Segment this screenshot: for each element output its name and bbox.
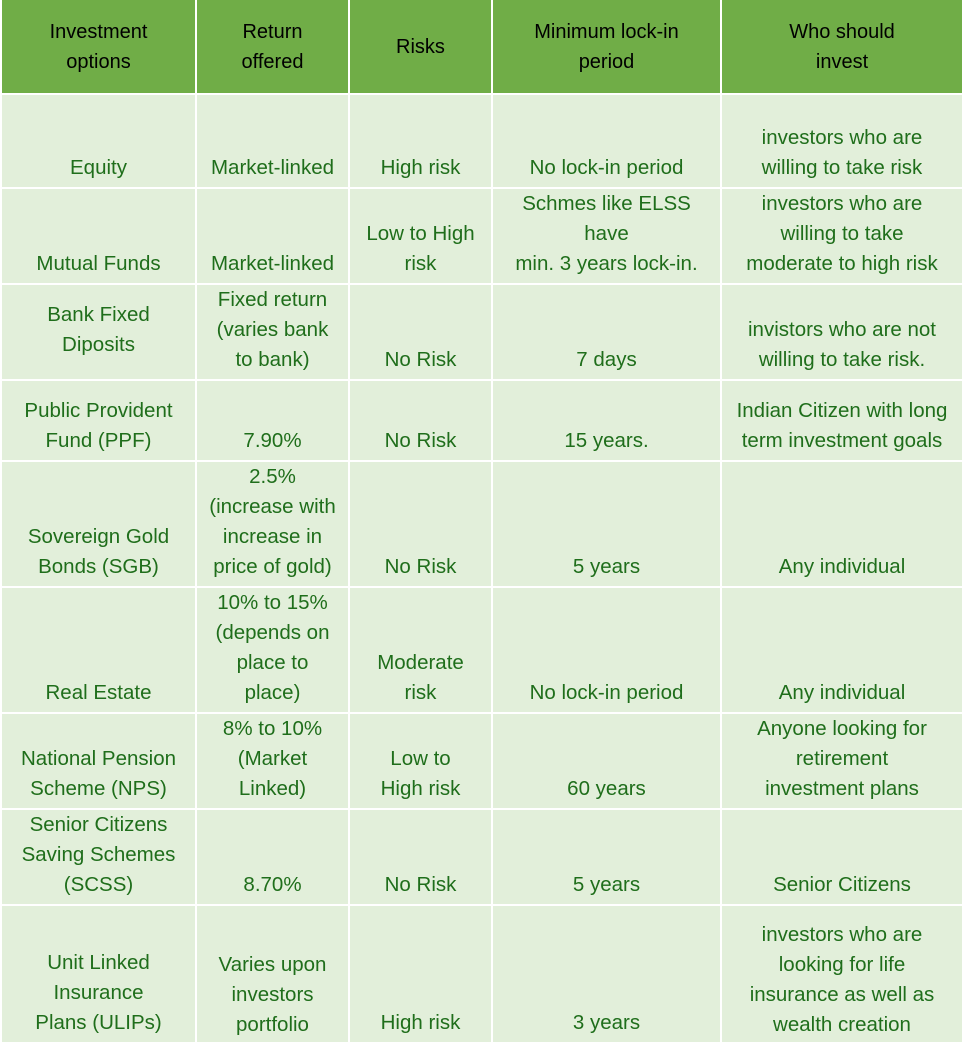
table-row	[1, 284, 962, 380]
table-header	[1, 0, 962, 94]
cell-option: Unit Linked Insurance Plans (ULIPs)	[1, 905, 196, 1043]
cell-who: invistors who are not willing to take risk.	[721, 284, 962, 380]
cell-risk: No Risk	[349, 809, 492, 905]
cell-lockin: 3 years	[492, 905, 721, 1043]
cell-option: Senior Citizens Saving Schemes (SCSS)	[1, 809, 196, 905]
table-row	[1, 587, 962, 713]
table-row	[1, 809, 962, 905]
cell-option: Public Provident Fund (PPF)	[1, 380, 196, 461]
cell-return: Market-linked	[196, 188, 349, 284]
cell-option: Bank Fixed Diposits	[1, 284, 196, 380]
column-header-return-offered: Return offered	[196, 0, 349, 94]
cell-lockin: 15 years.	[492, 380, 721, 461]
cell-return: 2.5% (increase with increase in price of gold)	[196, 461, 349, 587]
table-row	[1, 905, 962, 1043]
cell-who: Anyone looking for retirement investment plans	[721, 713, 962, 809]
cell-option: Sovereign Gold Bonds (SGB)	[1, 461, 196, 587]
cell-return: 7.90%	[196, 380, 349, 461]
header-row	[1, 0, 962, 94]
cell-lockin: 7 days	[492, 284, 721, 380]
cell-lockin: No lock-in period	[492, 587, 721, 713]
cell-risk: Low to High risk	[349, 713, 492, 809]
cell-risk: No Risk	[349, 284, 492, 380]
table-row	[1, 713, 962, 809]
column-header-who-should-invest: Who should invest	[721, 0, 962, 94]
cell-return: 10% to 15% (depends on place to place)	[196, 587, 349, 713]
column-header-risks: Risks	[349, 0, 492, 94]
cell-option: Real Estate	[1, 587, 196, 713]
cell-lockin: Schmes like ELSS have min. 3 years lock-in.	[492, 188, 721, 284]
cell-who: Any individual	[721, 587, 962, 713]
cell-risk: High risk	[349, 94, 492, 188]
cell-lockin: 5 years	[492, 809, 721, 905]
column-header-minimum-lock-in-period: Minimum lock-in period	[492, 0, 721, 94]
table-body	[1, 94, 962, 1043]
cell-who: investors who are willing to take moderate to high risk	[721, 188, 962, 284]
cell-return: Fixed return (varies bank to bank)	[196, 284, 349, 380]
cell-who: Indian Citizen with long term investment goals	[721, 380, 962, 461]
cell-lockin: 5 years	[492, 461, 721, 587]
cell-option: Equity	[1, 94, 196, 188]
cell-return: Varies upon investors portfolio	[196, 905, 349, 1043]
cell-risk: Low to High risk	[349, 188, 492, 284]
cell-risk: Moderate risk	[349, 587, 492, 713]
cell-lockin: No lock-in period	[492, 94, 721, 188]
cell-who: investors who are looking for life insurance as well as wealth creation	[721, 905, 962, 1043]
cell-risk: No Risk	[349, 461, 492, 587]
cell-return: Market-linked	[196, 94, 349, 188]
cell-return: 8% to 10% (Market Linked)	[196, 713, 349, 809]
cell-who: Senior Citizens	[721, 809, 962, 905]
cell-who: investors who are willing to take risk	[721, 94, 962, 188]
table-row	[1, 380, 962, 461]
table-row	[1, 461, 962, 587]
table-row	[1, 94, 962, 188]
column-header-investment-options: Investment options	[1, 0, 196, 94]
table-row	[1, 188, 962, 284]
cell-option: Mutual Funds	[1, 188, 196, 284]
cell-risk: High risk	[349, 905, 492, 1043]
cell-option: National Pension Scheme (NPS)	[1, 713, 196, 809]
cell-who: Any individual	[721, 461, 962, 587]
cell-return: 8.70%	[196, 809, 349, 905]
cell-lockin: 60 years	[492, 713, 721, 809]
cell-risk: No Risk	[349, 380, 492, 461]
